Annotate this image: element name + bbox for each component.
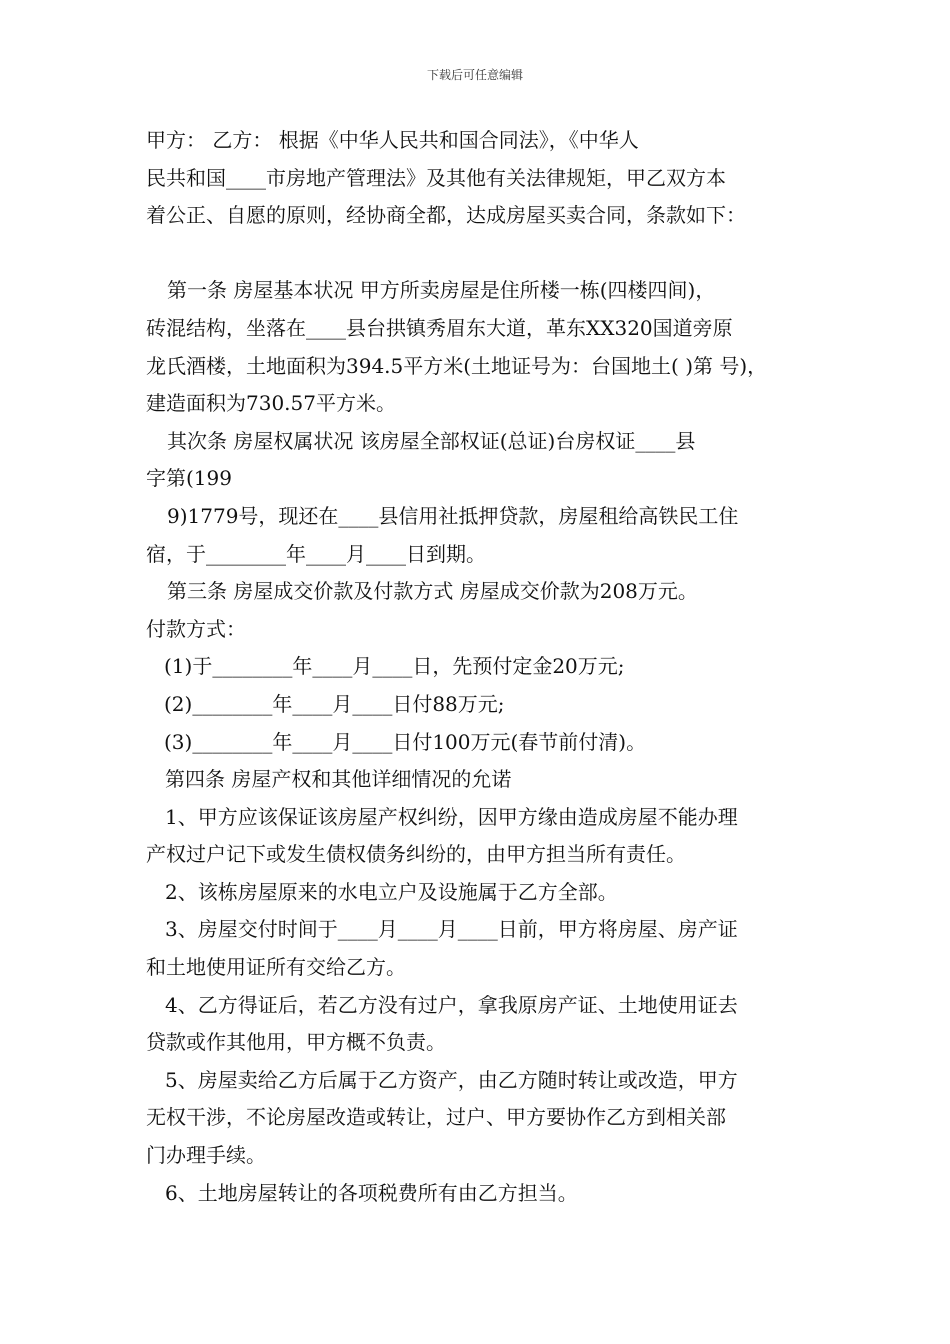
- text-line: 砖混结构，坐落在____县台拱镇秀眉东大道，革东XX320国道旁原: [146, 315, 733, 340]
- text-line: 民共和国____市房地产管理法》及其他有关法律规矩，甲乙双方本: [146, 165, 726, 190]
- text-line: 甲方： 乙方： 根据《中华人民共和国合同法》，《中华人: [146, 128, 639, 152]
- payment-item: (3)________年____月____日付100万元(春节前付清)。: [164, 729, 647, 754]
- clause-item: 3、房屋交付时间于____月____月____日前，甲方将房屋、房产证: [165, 917, 738, 942]
- article-3-title: 第三条 房屋成交价款及付款方式 房屋成交价款为208万元。: [167, 579, 698, 604]
- text-line: 龙氏酒楼，土地面积为394.5平方米(土地证号为：台国地土( )第 号)，: [146, 353, 768, 378]
- payment-item: (1)于________年____月____日，先预付定金20万元;: [164, 654, 625, 679]
- text-line: 9)1779号，现还在____县信用社抵押贷款，房屋租给高铁民工住: [167, 503, 739, 528]
- text-line: 产权过户记下或发生债权债务纠纷的，由甲方担当所有责任。: [146, 842, 686, 867]
- text-line: 建造面积为730.57平方米。: [146, 391, 396, 416]
- text-line: 门办理手续。: [146, 1143, 266, 1168]
- clause-item: 1、甲方应该保证该房屋产权纠纷，因甲方缘由造成房屋不能办理: [165, 804, 738, 829]
- page-header: 下载后可任意编辑: [426, 68, 523, 82]
- text-line: 付款方式：: [146, 616, 246, 641]
- article-1-title: 第一条 房屋基本状况 甲方所卖房屋是住所楼一栋(四楼四间)，: [167, 278, 716, 303]
- article-4-title: 第四条 房屋产权和其他详细情况的允诺: [165, 767, 512, 792]
- text-line: 和土地使用证所有交给乙方。: [146, 955, 406, 980]
- text-line: 字第(199: [146, 466, 232, 491]
- text-line: 着公正、自愿的原则，经协商全都，达成房屋买卖合同，条款如下：: [146, 203, 746, 228]
- contract-body: [146, 122, 818, 1212]
- clause-item: 5、房屋卖给乙方后属于乙方资产，由乙方随时转让或改造，甲方: [165, 1067, 738, 1092]
- text-line: 贷款或作其他用，甲方概不负责。: [146, 1030, 446, 1055]
- clause-item: 2、该栋房屋原来的水电立户及设施属于乙方全部。: [165, 879, 618, 904]
- payment-item: (2)________年____月____日付88万元;: [164, 691, 505, 716]
- text-line: 宿，于________年____月____日到期。: [146, 541, 486, 566]
- clause-item: 4、乙方得证后，若乙方没有过户，拿我原房产证、土地使用证去: [165, 992, 738, 1017]
- text-line: 无权干涉，不论房屋改造或转让，过户、甲方要协作乙方到相关部: [146, 1105, 726, 1130]
- clause-item: 6、土地房屋转让的各项税费所有由乙方担当。: [165, 1180, 578, 1205]
- article-2-title: 其次条 房屋权属状况 该房屋全部权证(总证)台房权证____县: [167, 428, 696, 453]
- blank-line: [146, 235, 818, 273]
